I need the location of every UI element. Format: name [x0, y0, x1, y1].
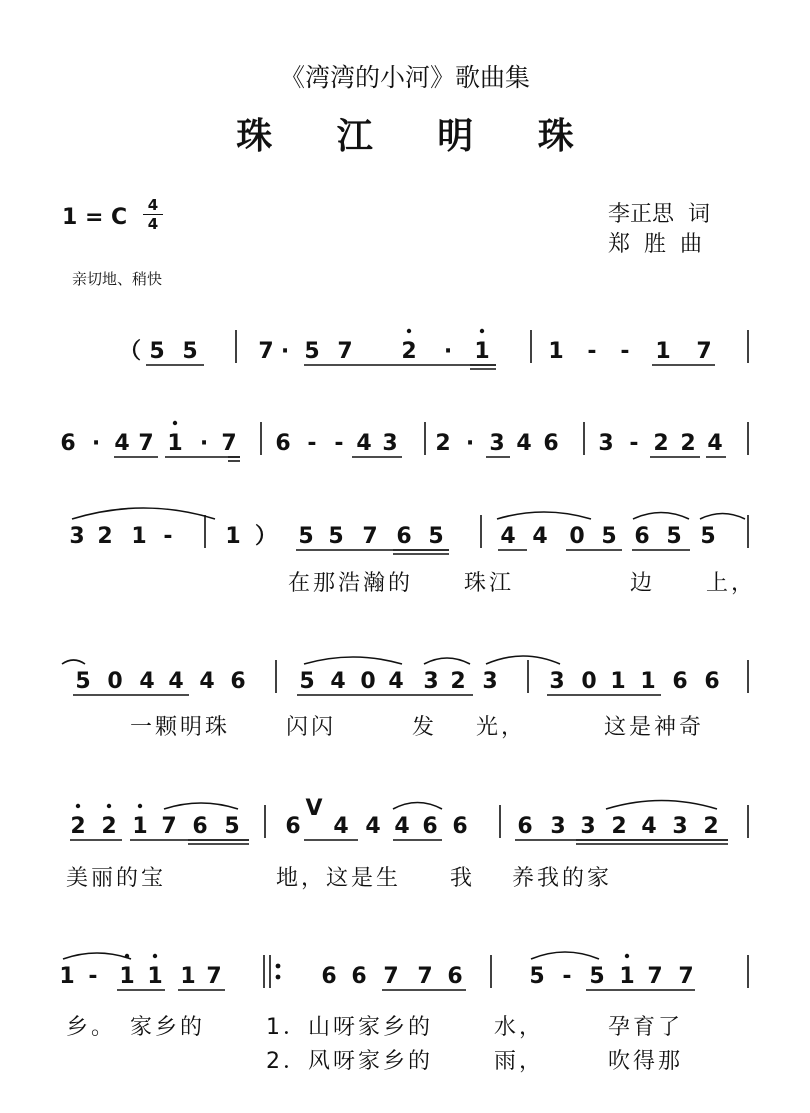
note: 7 — [258, 339, 274, 364]
note: 4 — [168, 669, 184, 694]
note: 4 — [516, 431, 532, 456]
note: 6 — [60, 431, 76, 456]
note: 4 — [139, 669, 155, 694]
note: 4 — [333, 814, 349, 839]
note: 3 — [423, 669, 439, 694]
composer: 郑 胜 曲 — [608, 232, 702, 257]
dash-extender: - — [620, 339, 630, 364]
breath-mark: V — [305, 796, 323, 821]
repeat-dot — [276, 964, 281, 969]
key-signature: 1 = C — [62, 205, 128, 230]
bracket: （ — [118, 339, 142, 364]
note: 5 — [299, 669, 315, 694]
note: 6 — [275, 431, 291, 456]
note: 3 — [672, 814, 688, 839]
note: 7 — [383, 964, 399, 989]
dash-extender: - — [562, 964, 572, 989]
lyricist: 李正思 词 — [608, 202, 710, 227]
note: 7 — [417, 964, 433, 989]
octave-dot — [153, 954, 157, 958]
lyric: 闪闪 — [286, 715, 337, 740]
dot-extender: · — [443, 339, 453, 364]
note: 4 — [641, 814, 657, 839]
note: 5 — [589, 964, 605, 989]
octave-dot — [625, 954, 629, 958]
note: 7 — [221, 431, 237, 456]
lyric-verse-2: 吹得那 — [608, 1049, 684, 1074]
note: 4 — [532, 524, 548, 549]
lyric: 美丽的宝 — [66, 866, 167, 891]
note: 6 — [285, 814, 301, 839]
note: 6 — [230, 669, 246, 694]
note: 4 — [356, 431, 372, 456]
octave-dot — [76, 804, 80, 808]
lyric: 光， — [476, 715, 527, 740]
note: 6 — [447, 964, 463, 989]
dash-extender: - — [587, 339, 597, 364]
note: 7 — [362, 524, 378, 549]
tie-arc — [164, 803, 238, 809]
note: 1 — [225, 524, 241, 549]
lyric-verse-2: 雨， — [494, 1049, 545, 1074]
lyric: 这是神奇 — [604, 715, 705, 740]
note: 7 — [138, 431, 154, 456]
note: 5 — [700, 524, 716, 549]
lyric: 水， — [494, 1015, 545, 1040]
note: 5 — [298, 524, 314, 549]
note: 2 — [450, 669, 466, 694]
repeat-dot — [276, 975, 281, 980]
note: 6 — [704, 669, 720, 694]
note: 4 — [114, 431, 130, 456]
note: 2 — [435, 431, 451, 456]
note: 6 — [517, 814, 533, 839]
note: 1 — [132, 814, 148, 839]
bracket: ） — [254, 524, 278, 549]
note: 1 — [655, 339, 671, 364]
meter-top: 4 — [147, 196, 159, 214]
dot-extender: · — [280, 339, 290, 364]
note: 1 — [619, 964, 635, 989]
dot-extender: · — [91, 431, 101, 456]
lyric: 孕育了 — [608, 1015, 684, 1040]
lyric: 上， — [706, 571, 757, 596]
note: 4 — [394, 814, 410, 839]
note: 5 — [304, 339, 320, 364]
lyric: 发 — [412, 715, 438, 740]
lyric: 地，这是生 — [276, 866, 402, 891]
note: 5 — [601, 524, 617, 549]
note: 1 — [147, 964, 163, 989]
octave-dot — [173, 421, 177, 425]
note: 6 — [672, 669, 688, 694]
note: 2 — [703, 814, 719, 839]
note: 1 — [167, 431, 183, 456]
note: 3 — [598, 431, 614, 456]
note: 4 — [500, 524, 516, 549]
note: 1 — [548, 339, 564, 364]
note: 3 — [550, 814, 566, 839]
note: 5 — [666, 524, 682, 549]
note: 1 — [474, 339, 490, 364]
tie-arc — [304, 657, 402, 664]
lyric: 乡。 — [66, 1015, 117, 1040]
collection-title: 《湾湾的小河》歌曲集 — [279, 63, 530, 92]
note: 0 — [581, 669, 597, 694]
note: 1 — [610, 669, 626, 694]
octave-dot — [407, 329, 411, 333]
song-title: 珠 江 明 珠 — [236, 115, 600, 157]
dash-extender: - — [334, 431, 344, 456]
note: 1 — [131, 524, 147, 549]
lyric: 我 — [450, 866, 476, 891]
note: 3 — [549, 669, 565, 694]
note: 3 — [580, 814, 596, 839]
note: 4 — [199, 669, 215, 694]
tie-arc — [700, 514, 745, 520]
tie-arc — [606, 801, 717, 810]
note: 2 — [653, 431, 669, 456]
tie-arc — [393, 803, 442, 810]
note: 5 — [182, 339, 198, 364]
note: 6 — [396, 524, 412, 549]
lyric: 边 — [630, 571, 656, 596]
lyric: 家乡的 — [130, 1015, 206, 1040]
note: 0 — [360, 669, 376, 694]
octave-dot — [480, 329, 484, 333]
tie-arc — [72, 508, 215, 519]
tempo-marking: 亲切地、稍快 — [72, 270, 163, 288]
note: 7 — [647, 964, 663, 989]
tie-arc — [63, 953, 131, 959]
tie-arc — [62, 660, 85, 664]
note: 6 — [543, 431, 559, 456]
lyric: 养我的家 — [512, 866, 613, 891]
note: 5 — [75, 669, 91, 694]
tie-arc — [531, 952, 599, 959]
tie-arc — [633, 513, 689, 520]
note: 0 — [107, 669, 123, 694]
note: 3 — [382, 431, 398, 456]
note: 3 — [69, 524, 85, 549]
dash-extender: - — [307, 431, 317, 456]
note: 7 — [206, 964, 222, 989]
note: 2 — [101, 814, 117, 839]
note: 7 — [161, 814, 177, 839]
note: 4 — [365, 814, 381, 839]
tie-arc — [424, 658, 470, 664]
octave-dot — [138, 804, 142, 808]
note: 1 — [180, 964, 196, 989]
note: 2 — [70, 814, 86, 839]
note: 7 — [678, 964, 694, 989]
lyric-verse-2: 2．风呀家乡的 — [266, 1049, 433, 1074]
dash-extender: - — [88, 964, 98, 989]
note: 3 — [482, 669, 498, 694]
tie-arc — [486, 656, 560, 664]
dash-extender: - — [163, 524, 173, 549]
note: 7 — [696, 339, 712, 364]
note: 2 — [97, 524, 113, 549]
lyric: 珠江 — [464, 571, 515, 596]
note: 1 — [640, 669, 656, 694]
lyric: 1．山呀家乡的 — [266, 1015, 433, 1040]
octave-dot — [107, 804, 111, 808]
note: 6 — [452, 814, 468, 839]
note: 1 — [119, 964, 135, 989]
dot-extender: · — [199, 431, 209, 456]
note: 6 — [351, 964, 367, 989]
note: 2 — [401, 339, 417, 364]
note: 5 — [149, 339, 165, 364]
note: 4 — [388, 669, 404, 694]
note: 2 — [680, 431, 696, 456]
note: 0 — [569, 524, 585, 549]
note: 6 — [422, 814, 438, 839]
note: 7 — [337, 339, 353, 364]
note: 5 — [428, 524, 444, 549]
note: 4 — [707, 431, 723, 456]
dot-extender: · — [465, 431, 475, 456]
note: 2 — [611, 814, 627, 839]
note: 3 — [489, 431, 505, 456]
lyric: 在那浩瀚的 — [288, 571, 414, 596]
lyric: 一颗明珠 — [130, 715, 231, 740]
note: 6 — [634, 524, 650, 549]
note: 1 — [59, 964, 75, 989]
note: 5 — [328, 524, 344, 549]
dash-extender: - — [629, 431, 639, 456]
note: 5 — [529, 964, 545, 989]
note: 6 — [192, 814, 208, 839]
tie-arc — [497, 512, 591, 519]
note: 6 — [321, 964, 337, 989]
note: 4 — [330, 669, 346, 694]
meter-bottom: 4 — [147, 215, 159, 233]
note: 5 — [224, 814, 240, 839]
